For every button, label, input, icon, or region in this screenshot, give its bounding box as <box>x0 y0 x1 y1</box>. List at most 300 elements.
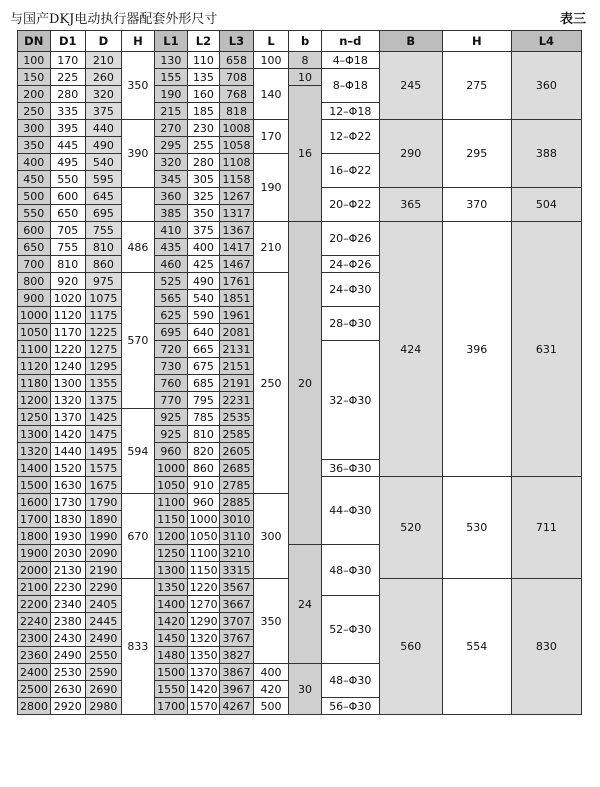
dn-cell: 1600 <box>18 494 51 511</box>
l-cell: 350 <box>253 579 289 664</box>
l-cell: 190 <box>253 154 289 222</box>
l2-cell: 185 <box>187 103 220 120</box>
actuator-l4-cell: 504 <box>511 188 581 222</box>
l3-cell: 1467 <box>220 256 254 273</box>
actuator-h-cell: 275 <box>442 52 511 120</box>
column-header: DN <box>18 31 51 52</box>
nd-cell: 12–Φ18 <box>321 103 379 120</box>
column-header: b <box>289 31 322 52</box>
d1-cell: 550 <box>50 171 86 188</box>
nd-cell: 20–Φ22 <box>321 188 379 222</box>
l3-cell: 818 <box>220 103 254 120</box>
l1-cell: 1300 <box>155 562 188 579</box>
l1-cell: 1250 <box>155 545 188 562</box>
l3-cell: 2585 <box>220 426 254 443</box>
dn-cell: 1200 <box>18 392 51 409</box>
l2-cell: 325 <box>187 188 220 205</box>
d-cell: 1355 <box>86 375 122 392</box>
nd-cell: 16–Φ22 <box>321 154 379 188</box>
dn-cell: 250 <box>18 103 51 120</box>
actuator-h-cell: 554 <box>442 579 511 715</box>
d1-cell: 225 <box>50 69 86 86</box>
l2-cell: 820 <box>187 443 220 460</box>
l1-cell: 565 <box>155 290 188 307</box>
d1-cell: 2030 <box>50 545 86 562</box>
dn-cell: 2400 <box>18 664 51 681</box>
l2-cell: 1000 <box>187 511 220 528</box>
column-header: L <box>253 31 289 52</box>
table-row <box>18 222 582 239</box>
dn-cell: 600 <box>18 222 51 239</box>
d1-cell: 1300 <box>50 375 86 392</box>
nd-cell: 56–Φ30 <box>321 698 379 715</box>
l3-cell: 3210 <box>220 545 254 562</box>
l2-cell: 1570 <box>187 698 220 715</box>
dn-cell: 350 <box>18 137 51 154</box>
d-cell: 320 <box>86 86 122 103</box>
nd-cell: 36–Φ30 <box>321 460 379 477</box>
l3-cell: 3767 <box>220 630 254 647</box>
l2-cell: 1350 <box>187 647 220 664</box>
d1-cell: 755 <box>50 239 86 256</box>
l2-cell: 135 <box>187 69 220 86</box>
l2-cell: 375 <box>187 222 220 239</box>
l2-cell: 1220 <box>187 579 220 596</box>
l3-cell: 1961 <box>220 307 254 324</box>
d-cell: 2490 <box>86 630 122 647</box>
l2-cell: 230 <box>187 120 220 137</box>
l1-cell: 1550 <box>155 681 188 698</box>
dn-cell: 800 <box>18 273 51 290</box>
d1-cell: 810 <box>50 256 86 273</box>
header-row <box>18 31 582 52</box>
l1-cell: 190 <box>155 86 188 103</box>
l1-cell: 1000 <box>155 460 188 477</box>
l1-cell: 720 <box>155 341 188 358</box>
l2-cell: 1420 <box>187 681 220 698</box>
l1-cell: 925 <box>155 409 188 426</box>
l1-cell: 760 <box>155 375 188 392</box>
l2-cell: 1320 <box>187 630 220 647</box>
l1-cell: 1100 <box>155 494 188 511</box>
d1-cell: 170 <box>50 52 86 69</box>
l1-cell: 435 <box>155 239 188 256</box>
l3-cell: 2131 <box>220 341 254 358</box>
l1-cell: 1050 <box>155 477 188 494</box>
l3-cell: 1317 <box>220 205 254 222</box>
actuator-b-cell: 520 <box>379 477 442 579</box>
l3-cell: 768 <box>220 86 254 103</box>
l1-cell: 385 <box>155 205 188 222</box>
l-cell: 210 <box>253 222 289 273</box>
l3-cell: 3010 <box>220 511 254 528</box>
d-cell: 595 <box>86 171 122 188</box>
actuator-l4-cell: 830 <box>511 579 581 715</box>
l3-cell: 658 <box>220 52 254 69</box>
actuator-b-cell: 365 <box>379 188 442 222</box>
l3-cell: 1267 <box>220 188 254 205</box>
document-title: 与国产DKJ电动执行器配套外形尺寸 <box>10 12 218 27</box>
d-cell: 260 <box>86 69 122 86</box>
b-cell: 8 <box>289 52 322 69</box>
dn-cell: 2800 <box>18 698 51 715</box>
d1-cell: 1020 <box>50 290 86 307</box>
column-header: L4 <box>511 31 581 52</box>
d-cell: 1495 <box>86 443 122 460</box>
d1-cell: 1420 <box>50 426 86 443</box>
l2-cell: 910 <box>187 477 220 494</box>
d-cell: 2190 <box>86 562 122 579</box>
d1-cell: 1320 <box>50 392 86 409</box>
d-cell: 2090 <box>86 545 122 562</box>
nd-cell: 44–Φ30 <box>321 477 379 545</box>
column-header: B <box>379 31 442 52</box>
l1-cell: 1480 <box>155 647 188 664</box>
actuator-l4-cell: 388 <box>511 120 581 188</box>
l1-cell: 345 <box>155 171 188 188</box>
dn-cell: 1050 <box>18 324 51 341</box>
dn-cell: 2000 <box>18 562 51 579</box>
l3-cell: 2081 <box>220 324 254 341</box>
l2-cell: 665 <box>187 341 220 358</box>
d-cell: 1675 <box>86 477 122 494</box>
dn-cell: 450 <box>18 171 51 188</box>
l2-cell: 1270 <box>187 596 220 613</box>
d1-cell: 920 <box>50 273 86 290</box>
l3-cell: 2151 <box>220 358 254 375</box>
d-cell: 810 <box>86 239 122 256</box>
dn-cell: 1700 <box>18 511 51 528</box>
nd-cell: 52–Φ30 <box>321 596 379 664</box>
l1-cell: 1400 <box>155 596 188 613</box>
column-header: n–d <box>321 31 379 52</box>
d-cell: 1175 <box>86 307 122 324</box>
l1-cell: 295 <box>155 137 188 154</box>
h-cell: 390 <box>121 120 155 188</box>
actuator-b-cell: 290 <box>379 120 442 188</box>
column-header: L2 <box>187 31 220 52</box>
nd-cell: 24–Φ26 <box>321 256 379 273</box>
l2-cell: 110 <box>187 52 220 69</box>
l1-cell: 155 <box>155 69 188 86</box>
actuator-l4-cell: 711 <box>511 477 581 579</box>
d-cell: 2590 <box>86 664 122 681</box>
l2-cell: 1050 <box>187 528 220 545</box>
dn-cell: 1500 <box>18 477 51 494</box>
d1-cell: 2430 <box>50 630 86 647</box>
nd-cell: 12–Φ22 <box>321 120 379 154</box>
l3-cell: 2605 <box>220 443 254 460</box>
dn-cell: 1320 <box>18 443 51 460</box>
dn-cell: 500 <box>18 188 51 205</box>
dn-cell: 2500 <box>18 681 51 698</box>
l1-cell: 730 <box>155 358 188 375</box>
dn-cell: 2240 <box>18 613 51 630</box>
table-row <box>18 52 582 69</box>
h-cell <box>121 188 155 222</box>
actuator-h-cell: 530 <box>442 477 511 579</box>
l2-cell: 960 <box>187 494 220 511</box>
d1-cell: 1120 <box>50 307 86 324</box>
dn-cell: 1800 <box>18 528 51 545</box>
d-cell: 440 <box>86 120 122 137</box>
l2-cell: 675 <box>187 358 220 375</box>
l3-cell: 3967 <box>220 681 254 698</box>
l2-cell: 305 <box>187 171 220 188</box>
l2-cell: 785 <box>187 409 220 426</box>
nd-cell: 48–Φ30 <box>321 664 379 698</box>
d-cell: 1295 <box>86 358 122 375</box>
d-cell: 490 <box>86 137 122 154</box>
l3-cell: 3667 <box>220 596 254 613</box>
nd-cell: 32–Φ30 <box>321 341 379 460</box>
d-cell: 375 <box>86 103 122 120</box>
d1-cell: 395 <box>50 120 86 137</box>
d-cell: 1425 <box>86 409 122 426</box>
l2-cell: 425 <box>187 256 220 273</box>
d-cell: 2980 <box>86 698 122 715</box>
dn-cell: 1900 <box>18 545 51 562</box>
l-cell: 400 <box>253 664 289 681</box>
d-cell: 2445 <box>86 613 122 630</box>
l1-cell: 360 <box>155 188 188 205</box>
l1-cell: 960 <box>155 443 188 460</box>
l-cell: 420 <box>253 681 289 698</box>
d1-cell: 1170 <box>50 324 86 341</box>
dn-cell: 1120 <box>18 358 51 375</box>
l3-cell: 3707 <box>220 613 254 630</box>
l3-cell: 3110 <box>220 528 254 545</box>
l1-cell: 770 <box>155 392 188 409</box>
h-cell: 594 <box>121 409 155 494</box>
l2-cell: 1150 <box>187 562 220 579</box>
d1-cell: 1730 <box>50 494 86 511</box>
dn-cell: 2100 <box>18 579 51 596</box>
nd-cell: 4–Φ18 <box>321 52 379 69</box>
l-cell: 170 <box>253 120 289 154</box>
l3-cell: 1761 <box>220 273 254 290</box>
d1-cell: 2920 <box>50 698 86 715</box>
l3-cell: 3567 <box>220 579 254 596</box>
dn-cell: 1300 <box>18 426 51 443</box>
l1-cell: 625 <box>155 307 188 324</box>
l-cell: 300 <box>253 494 289 579</box>
l1-cell: 215 <box>155 103 188 120</box>
dn-cell: 700 <box>18 256 51 273</box>
d-cell: 1475 <box>86 426 122 443</box>
l2-cell: 350 <box>187 205 220 222</box>
l1-cell: 270 <box>155 120 188 137</box>
actuator-l4-cell: 631 <box>511 222 581 477</box>
d1-cell: 2380 <box>50 613 86 630</box>
h-cell: 670 <box>121 494 155 579</box>
dn-cell: 1250 <box>18 409 51 426</box>
l2-cell: 590 <box>187 307 220 324</box>
actuator-b-cell: 424 <box>379 222 442 477</box>
l3-cell: 1108 <box>220 154 254 171</box>
l1-cell: 925 <box>155 426 188 443</box>
dn-cell: 300 <box>18 120 51 137</box>
l3-cell: 3315 <box>220 562 254 579</box>
l3-cell: 2685 <box>220 460 254 477</box>
d1-cell: 2340 <box>50 596 86 613</box>
l1-cell: 1350 <box>155 579 188 596</box>
d1-cell: 2490 <box>50 647 86 664</box>
l2-cell: 640 <box>187 324 220 341</box>
l3-cell: 1058 <box>220 137 254 154</box>
l-cell: 140 <box>253 69 289 120</box>
l2-cell: 160 <box>187 86 220 103</box>
l2-cell: 255 <box>187 137 220 154</box>
l3-cell: 1417 <box>220 239 254 256</box>
d-cell: 695 <box>86 205 122 222</box>
h-cell: 350 <box>121 52 155 120</box>
d1-cell: 445 <box>50 137 86 154</box>
l3-cell: 2535 <box>220 409 254 426</box>
l2-cell: 400 <box>187 239 220 256</box>
column-header: H <box>121 31 155 52</box>
l2-cell: 860 <box>187 460 220 477</box>
dn-cell: 550 <box>18 205 51 222</box>
d-cell: 1890 <box>86 511 122 528</box>
b-cell: 24 <box>289 545 322 664</box>
nd-cell: 28–Φ30 <box>321 307 379 341</box>
dn-cell: 900 <box>18 290 51 307</box>
column-header: L3 <box>220 31 254 52</box>
l3-cell: 3867 <box>220 664 254 681</box>
column-header: H <box>442 31 511 52</box>
l1-cell: 1700 <box>155 698 188 715</box>
d1-cell: 335 <box>50 103 86 120</box>
d1-cell: 2630 <box>50 681 86 698</box>
l1-cell: 130 <box>155 52 188 69</box>
d-cell: 1990 <box>86 528 122 545</box>
l3-cell: 708 <box>220 69 254 86</box>
nd-cell: 24–Φ30 <box>321 273 379 307</box>
d1-cell: 1370 <box>50 409 86 426</box>
l2-cell: 1100 <box>187 545 220 562</box>
dn-cell: 200 <box>18 86 51 103</box>
l2-cell: 280 <box>187 154 220 171</box>
d-cell: 1075 <box>86 290 122 307</box>
d1-cell: 1440 <box>50 443 86 460</box>
l1-cell: 695 <box>155 324 188 341</box>
l3-cell: 1367 <box>220 222 254 239</box>
h-cell: 570 <box>121 273 155 409</box>
b-cell: 10 <box>289 69 322 86</box>
l3-cell: 4267 <box>220 698 254 715</box>
l2-cell: 1290 <box>187 613 220 630</box>
h-cell: 486 <box>121 222 155 273</box>
dn-cell: 2200 <box>18 596 51 613</box>
d-cell: 645 <box>86 188 122 205</box>
d-cell: 1225 <box>86 324 122 341</box>
d1-cell: 280 <box>50 86 86 103</box>
d-cell: 210 <box>86 52 122 69</box>
d-cell: 1375 <box>86 392 122 409</box>
dn-cell: 150 <box>18 69 51 86</box>
l3-cell: 2231 <box>220 392 254 409</box>
l-cell: 250 <box>253 273 289 494</box>
h-cell: 833 <box>121 579 155 715</box>
l2-cell: 810 <box>187 426 220 443</box>
d-cell: 2690 <box>86 681 122 698</box>
b-cell: 20 <box>289 222 322 545</box>
d1-cell: 1240 <box>50 358 86 375</box>
dimension-table <box>17 30 582 715</box>
b-cell: 30 <box>289 664 322 715</box>
d1-cell: 650 <box>50 205 86 222</box>
d1-cell: 705 <box>50 222 86 239</box>
l1-cell: 320 <box>155 154 188 171</box>
d1-cell: 495 <box>50 154 86 171</box>
nd-cell: 20–Φ26 <box>321 222 379 256</box>
l3-cell: 1008 <box>220 120 254 137</box>
d1-cell: 1930 <box>50 528 86 545</box>
d1-cell: 1220 <box>50 341 86 358</box>
d-cell: 1275 <box>86 341 122 358</box>
l1-cell: 1150 <box>155 511 188 528</box>
dn-cell: 400 <box>18 154 51 171</box>
l1-cell: 1450 <box>155 630 188 647</box>
l2-cell: 795 <box>187 392 220 409</box>
d1-cell: 2530 <box>50 664 86 681</box>
actuator-h-cell: 295 <box>442 120 511 188</box>
l3-cell: 2885 <box>220 494 254 511</box>
nd-cell: 8–Φ18 <box>321 69 379 103</box>
actuator-h-cell: 370 <box>442 188 511 222</box>
d-cell: 1790 <box>86 494 122 511</box>
column-header: D <box>86 31 122 52</box>
d-cell: 540 <box>86 154 122 171</box>
dn-cell: 1100 <box>18 341 51 358</box>
dn-cell: 1400 <box>18 460 51 477</box>
d1-cell: 1830 <box>50 511 86 528</box>
actuator-b-cell: 245 <box>379 52 442 120</box>
d-cell: 2405 <box>86 596 122 613</box>
l2-cell: 685 <box>187 375 220 392</box>
d-cell: 2550 <box>86 647 122 664</box>
l3-cell: 1158 <box>220 171 254 188</box>
l-cell: 100 <box>253 52 289 69</box>
table-body <box>18 52 582 715</box>
d-cell: 975 <box>86 273 122 290</box>
d-cell: 2290 <box>86 579 122 596</box>
dn-cell: 650 <box>18 239 51 256</box>
l2-cell: 1370 <box>187 664 220 681</box>
l3-cell: 2191 <box>220 375 254 392</box>
d-cell: 1575 <box>86 460 122 477</box>
dn-cell: 100 <box>18 52 51 69</box>
dn-cell: 1180 <box>18 375 51 392</box>
d1-cell: 1630 <box>50 477 86 494</box>
dn-cell: 2360 <box>18 647 51 664</box>
l-cell: 500 <box>253 698 289 715</box>
l2-cell: 540 <box>187 290 220 307</box>
table-number: 表三 <box>559 12 586 27</box>
l3-cell: 1851 <box>220 290 254 307</box>
column-header: L1 <box>155 31 188 52</box>
actuator-h-cell: 396 <box>442 222 511 477</box>
l1-cell: 1420 <box>155 613 188 630</box>
l2-cell: 490 <box>187 273 220 290</box>
d1-cell: 2130 <box>50 562 86 579</box>
column-header: D1 <box>50 31 86 52</box>
actuator-l4-cell: 360 <box>511 52 581 120</box>
l3-cell: 2785 <box>220 477 254 494</box>
d1-cell: 2230 <box>50 579 86 596</box>
b-cell: 16 <box>289 86 322 222</box>
